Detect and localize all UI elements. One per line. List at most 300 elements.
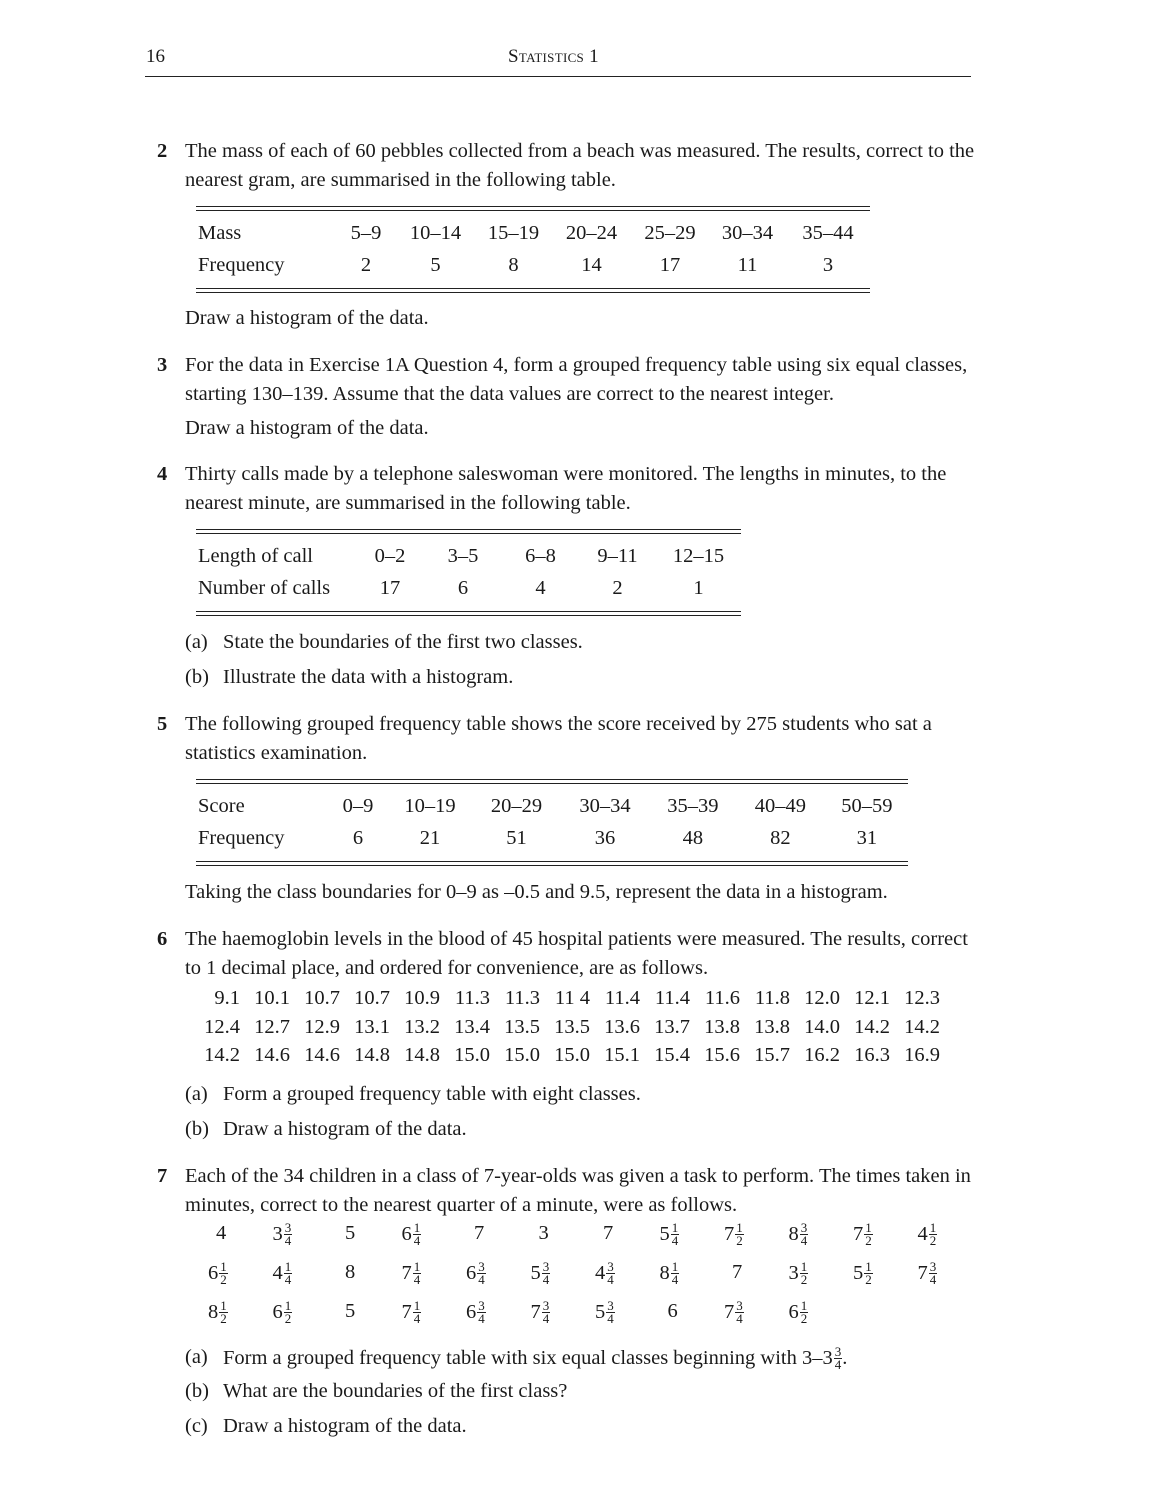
fraction (284, 1261, 293, 1286)
whole-part: 7 (917, 1262, 928, 1284)
whole-part: 5 (530, 1262, 541, 1284)
question-5 (146, 710, 976, 767)
table-cell: 31 (856, 826, 878, 849)
fraction-numerator: 1 (284, 1298, 292, 1313)
table-row (196, 822, 908, 854)
data-value (918, 1261, 938, 1286)
fraction-denominator: 4 (413, 1233, 421, 1248)
data-value (789, 1300, 809, 1325)
table-body (196, 540, 741, 604)
data-row (196, 1222, 956, 1261)
table-cell: 0–9 (342, 794, 374, 817)
table-cell: 82 (770, 826, 791, 849)
table-row (196, 790, 908, 822)
fraction-denominator: 2 (284, 1311, 292, 1326)
data-row (196, 1261, 956, 1300)
data-value: 14.6 (304, 1044, 340, 1066)
part-text: Illustrate the data with a histogram. (223, 666, 514, 688)
whole-part: 7 (474, 1222, 485, 1244)
data-value (531, 1300, 551, 1325)
question-number: 2 (157, 140, 168, 162)
table-cell: 14 (581, 253, 602, 276)
table-top-rule (196, 529, 741, 534)
fraction (671, 1222, 680, 1247)
data-row (196, 1300, 956, 1339)
data-value: 11.3 (454, 987, 490, 1009)
question-2-instruction (146, 304, 976, 333)
whole-part: 3 (272, 1223, 283, 1245)
whole-part: 8 (659, 1262, 670, 1284)
fraction-numerator: 1 (220, 1298, 227, 1313)
data-value: 14.6 (254, 1044, 290, 1066)
data-value: 12.7 (254, 1015, 290, 1038)
row-label: Length of call (198, 544, 313, 567)
data-row (196, 987, 940, 1016)
question-6-part-a (185, 1080, 641, 1108)
data-value: 14.0 (804, 1015, 840, 1038)
fraction-numerator: 1 (800, 1298, 808, 1313)
row-label: Number of calls (198, 576, 331, 599)
fraction-numerator: 1 (413, 1220, 421, 1235)
table-cell: 2 (612, 576, 623, 599)
fraction-denominator: 4 (284, 1233, 292, 1248)
data-value (539, 1222, 549, 1245)
fraction (542, 1300, 551, 1325)
fraction (284, 1300, 293, 1325)
fraction-numerator: 1 (671, 1220, 679, 1235)
whole-part: 4 (595, 1262, 606, 1284)
fraction (606, 1300, 615, 1325)
data-value (724, 1222, 744, 1247)
table-cell: 35–39 (667, 794, 719, 817)
data-value (208, 1300, 228, 1325)
fraction (477, 1261, 486, 1286)
instruction-text: Draw a histogram of the data. (185, 307, 429, 329)
data-value: 15.1 (604, 1044, 640, 1066)
table-cell: 2 (360, 253, 372, 276)
data-value: 15.6 (704, 1044, 740, 1066)
fraction-numerator: 3 (478, 1259, 485, 1274)
fraction-numerator: 3 (607, 1298, 614, 1313)
whole-part: 4 (216, 1222, 227, 1244)
fraction-denominator: 4 (478, 1311, 485, 1326)
data-value: 13.6 (604, 1015, 640, 1038)
data-value: 13.7 (654, 1015, 690, 1038)
data-value: 15.0 (554, 1044, 590, 1066)
part-label: (b) (185, 666, 209, 688)
table-cell: 3–5 (447, 544, 479, 567)
data-value: 12.4 (204, 1015, 240, 1038)
table-cell: 36 (594, 826, 616, 849)
data-value (345, 1261, 355, 1284)
fraction (542, 1261, 551, 1286)
data-value (466, 1261, 486, 1286)
table-cell: 9–11 (597, 544, 638, 567)
whole-part: 8 (345, 1261, 356, 1283)
data-value (668, 1300, 678, 1323)
fraction-numerator: 1 (284, 1259, 292, 1274)
question-4 (146, 460, 976, 517)
fraction-denominator: 4 (478, 1272, 485, 1287)
whole-part: 5 (345, 1222, 356, 1244)
data-value: 13.4 (454, 1015, 490, 1038)
table-row (196, 540, 741, 572)
question-7 (146, 1162, 976, 1219)
table-cell: 21 (419, 826, 441, 849)
question-4-part-b (185, 663, 513, 691)
table-body (196, 790, 908, 854)
fraction-denominator: 4 (671, 1272, 679, 1287)
whole-part: 5 (595, 1301, 606, 1323)
part-text: State the boundaries of the first two classes. (223, 631, 583, 653)
data-value (595, 1261, 615, 1286)
data-value: 9.1 (214, 987, 240, 1009)
fraction (834, 1343, 843, 1372)
table-row (196, 249, 870, 281)
data-value (918, 1222, 938, 1247)
question-number: 3 (157, 354, 168, 376)
whole-part: 6 (272, 1301, 283, 1323)
row-label: Frequency (198, 253, 285, 276)
part-label: (c) (185, 1415, 208, 1437)
table-cell: 12–15 (672, 544, 725, 567)
data-value: 12.0 (804, 987, 840, 1009)
fraction-numerator: 3 (478, 1298, 485, 1313)
data-value: 15.4 (654, 1044, 690, 1066)
data-value (402, 1300, 422, 1325)
fraction-denominator: 4 (413, 1272, 421, 1287)
data-value (660, 1261, 680, 1286)
task-times-data (196, 1222, 956, 1339)
data-value: 11.6 (704, 987, 740, 1009)
data-value: 16.3 (854, 1044, 890, 1066)
fraction-numerator: 1 (865, 1220, 872, 1235)
part-text: Form a grouped frequency table with six equal classes beginning with 3–3 (223, 1347, 833, 1370)
fraction-numerator: 3 (542, 1298, 550, 1313)
fraction-numerator: 1 (736, 1220, 743, 1235)
instruction-text: Draw a histogram of the data. (185, 417, 429, 439)
question-2 (146, 137, 976, 194)
whole-part: 7 (732, 1261, 743, 1283)
fraction (413, 1300, 422, 1325)
data-value: 14.8 (404, 1044, 440, 1066)
fraction (413, 1261, 422, 1286)
data-value: 10.7 (354, 987, 390, 1009)
data-value: 14.2 (204, 1044, 240, 1066)
data-value (789, 1261, 809, 1286)
fraction-numerator: 3 (736, 1298, 743, 1313)
part-label: (a) (185, 1083, 208, 1105)
data-value: 11 4 (554, 987, 590, 1009)
fraction-denominator: 2 (220, 1272, 227, 1287)
data-value: 11.8 (754, 987, 790, 1009)
mass-frequency-table (196, 206, 870, 293)
question-text: Thirty calls made by a telephone saleswoman were monitored. The lengths in minutes, to the nearest minute, are summarised in the following table. (185, 463, 947, 514)
question-text: The following grouped frequency table shows the score received by 275 students who sat a statistics examination. (185, 713, 932, 764)
data-value (603, 1222, 613, 1245)
question-number: 4 (157, 463, 168, 485)
row-label: Score (198, 794, 245, 817)
whole-part: 7 (530, 1301, 541, 1323)
fraction (800, 1261, 809, 1286)
table-cell: 10–14 (409, 221, 462, 244)
fraction-numerator: 1 (220, 1259, 227, 1274)
table-cell: 30–34 (721, 221, 774, 244)
table-bottom-rule (196, 288, 870, 293)
table-row (196, 572, 741, 604)
table-cell: 6 (457, 576, 469, 599)
fraction (929, 1261, 938, 1286)
fraction-numerator: 1 (413, 1259, 421, 1274)
whole-part: 7 (401, 1301, 412, 1323)
fraction (800, 1300, 809, 1325)
fraction (864, 1261, 873, 1286)
fraction-denominator: 4 (607, 1272, 614, 1287)
table-cell: 35–44 (802, 221, 854, 244)
table-cell: 30–34 (579, 794, 631, 817)
table-cell: 3 (822, 253, 834, 276)
whole-part: 6 (667, 1300, 678, 1322)
fraction-denominator: 4 (542, 1311, 550, 1326)
fraction-denominator: 2 (800, 1311, 808, 1326)
fraction-numerator: 3 (607, 1259, 614, 1274)
row-label: Frequency (198, 826, 285, 849)
data-value: 11.4 (604, 987, 640, 1009)
question-3 (146, 351, 976, 443)
fraction (477, 1300, 486, 1325)
fraction-denominator: 4 (736, 1311, 743, 1326)
whole-part: 7 (603, 1222, 614, 1244)
fraction-denominator: 4 (834, 1356, 842, 1372)
question-4-part-a (185, 628, 583, 656)
table-cell: 51 (506, 826, 527, 849)
question-7-part-c (185, 1412, 467, 1440)
data-value (208, 1261, 228, 1286)
table-top-rule (196, 779, 908, 784)
data-value: 15.7 (754, 1044, 790, 1066)
fraction-numerator: 1 (929, 1220, 937, 1235)
fraction-numerator: 1 (865, 1259, 872, 1274)
table-cell: 17 (379, 576, 401, 599)
data-value: 14.8 (354, 1044, 390, 1066)
part-label: (b) (185, 1380, 209, 1402)
question-text: Each of the 34 children in a class of 7-year-olds was given a task to perform. The times taken in minutes, correct to the nearest quarter of a minute, were as follows. (185, 1165, 971, 1216)
whole-part: 5 (659, 1223, 670, 1245)
whole-part: 7 (853, 1223, 864, 1245)
table-cell: 50–59 (841, 794, 893, 817)
table-cell: 25–29 (644, 221, 696, 244)
table-cell: 6–8 (525, 544, 556, 567)
haemoglobin-data (196, 987, 940, 1073)
table-cell: 40–49 (754, 794, 806, 817)
fraction-denominator: 2 (929, 1233, 937, 1248)
data-value (789, 1222, 809, 1247)
fraction (219, 1300, 228, 1325)
fraction-denominator: 4 (413, 1311, 421, 1326)
data-value: 14.2 (854, 1015, 890, 1038)
table-cell: 11 (737, 253, 758, 276)
fraction-denominator: 2 (800, 1272, 808, 1287)
data-row (196, 1016, 940, 1045)
table-row (196, 217, 870, 249)
fraction-numerator: 3 (929, 1259, 937, 1274)
question-7-part-a (185, 1343, 847, 1372)
fraction (284, 1222, 293, 1247)
data-value (595, 1300, 615, 1325)
instruction-text: Taking the class boundaries for 0–9 as –0.5 and 9.5, represent the data in a histogram. (185, 881, 888, 903)
data-value: 11.3 (504, 987, 540, 1009)
table-top-rule (196, 206, 870, 211)
data-value: 12.9 (304, 1015, 340, 1038)
table-cell: 0–2 (374, 544, 406, 567)
data-value: 15.0 (504, 1044, 540, 1066)
whole-part: 4 (272, 1262, 283, 1284)
question-6-part-b (185, 1115, 467, 1143)
fraction (219, 1261, 228, 1286)
table-cell: 10–19 (404, 794, 456, 817)
whole-part: 6 (788, 1301, 799, 1323)
fraction-numerator: 1 (671, 1259, 679, 1274)
fraction-denominator: 4 (671, 1233, 679, 1248)
data-value: 13.8 (754, 1015, 790, 1038)
table-cell: 48 (682, 826, 704, 849)
data-value (402, 1261, 422, 1286)
question-text: The haemoglobin levels in the blood of 45 hospital patients were measured. The results, correct to 1 decimal place, and ordered for convenience, are as follows. (185, 928, 968, 979)
fraction-numerator: 3 (800, 1220, 808, 1235)
question-6 (146, 925, 976, 982)
data-value (853, 1261, 873, 1286)
data-value (273, 1261, 293, 1286)
whole-part: 7 (401, 1262, 412, 1284)
table-cell: 8 (508, 253, 519, 276)
data-value (345, 1300, 355, 1323)
part-label: (b) (185, 1118, 209, 1140)
whole-part: 3 (788, 1262, 799, 1284)
fraction (671, 1261, 680, 1286)
table-cell: 6 (352, 826, 364, 849)
fraction (864, 1222, 873, 1247)
data-value: 13.5 (504, 1015, 540, 1038)
whole-part: 4 (917, 1223, 928, 1245)
fraction (735, 1300, 744, 1325)
running-header: Statistics 1 (508, 46, 599, 67)
fraction (413, 1222, 422, 1247)
row-label: Mass (198, 221, 242, 244)
data-value: 13.8 (704, 1015, 740, 1038)
fraction-denominator: 4 (607, 1311, 614, 1326)
fraction-numerator: 3 (834, 1343, 842, 1359)
data-value (345, 1222, 355, 1245)
table-cell: 17 (659, 253, 681, 276)
header-rule (145, 76, 971, 77)
data-value: 16.9 (904, 1044, 940, 1066)
part-label: (a) (185, 1346, 208, 1368)
question-text: The mass of each of 60 pebbles collected from a beach was measured. The results, correct to the nearest gram, are summarised in the following table. (185, 140, 975, 191)
table-cell: 20–29 (490, 794, 543, 817)
score-frequency-table (196, 779, 908, 866)
data-value: 13.2 (404, 1015, 440, 1038)
whole-part: 5 (853, 1262, 864, 1284)
data-value (474, 1222, 484, 1245)
table-cell: 5–9 (350, 221, 382, 244)
data-value (216, 1222, 226, 1245)
fraction-denominator: 4 (800, 1233, 808, 1248)
whole-part: 3 (538, 1222, 549, 1244)
part-text: Form a grouped frequency table with eight classes. (223, 1083, 641, 1105)
table-cell: 4 (535, 576, 546, 599)
table-cell: 20–24 (565, 221, 618, 244)
whole-part: 7 (724, 1301, 735, 1323)
data-value (466, 1300, 486, 1325)
data-value: 16.2 (804, 1044, 840, 1066)
fraction-denominator: 2 (220, 1311, 227, 1326)
whole-part: 8 (788, 1223, 799, 1245)
table-bottom-rule (196, 611, 741, 616)
data-value: 14.2 (904, 1015, 940, 1038)
table-bottom-rule (196, 861, 908, 866)
table-cell: 5 (430, 253, 441, 276)
data-value: 10.1 (254, 987, 290, 1009)
part-text: Draw a histogram of the data. (223, 1415, 467, 1437)
data-value (531, 1261, 551, 1286)
data-value: 12.3 (904, 987, 940, 1009)
fraction-denominator: 4 (542, 1272, 550, 1287)
fraction-denominator: 2 (865, 1272, 872, 1287)
data-value (273, 1222, 293, 1247)
data-value (732, 1261, 742, 1284)
whole-part: 8 (208, 1301, 219, 1323)
data-value (273, 1300, 293, 1325)
table-body (196, 217, 870, 281)
part-tail: . (842, 1347, 848, 1370)
fraction (606, 1261, 615, 1286)
fraction (800, 1222, 809, 1247)
fraction-numerator: 3 (284, 1220, 292, 1235)
whole-part: 6 (401, 1223, 412, 1245)
part-text: Draw a histogram of the data. (223, 1118, 467, 1140)
data-value: 15.0 (454, 1044, 490, 1066)
data-value (724, 1300, 744, 1325)
fraction-numerator: 1 (413, 1298, 421, 1313)
question-number: 5 (157, 713, 168, 735)
whole-part: 5 (345, 1300, 356, 1322)
data-value (402, 1222, 422, 1247)
data-value (660, 1222, 680, 1247)
page-number: 16 (146, 46, 165, 67)
question-7-part-b (185, 1377, 567, 1405)
data-value: 13.5 (554, 1015, 590, 1038)
table-cell: 15–19 (487, 221, 540, 244)
question-text: For the data in Exercise 1A Question 4, form a grouped frequency table using six equal classes, starting 130–139. Assume that the data values are correct to the nearest integer. (185, 354, 968, 405)
fraction-denominator: 4 (284, 1272, 292, 1287)
fraction-denominator: 2 (736, 1233, 743, 1248)
question-number: 7 (157, 1165, 168, 1187)
whole-part: 7 (724, 1223, 735, 1245)
fraction-denominator: 2 (865, 1233, 872, 1248)
data-value: 10.7 (304, 987, 340, 1009)
data-row (196, 1044, 940, 1073)
data-value: 11.4 (654, 987, 690, 1009)
data-value: 13.1 (354, 1015, 390, 1038)
fraction (929, 1222, 938, 1247)
fraction-numerator: 1 (800, 1259, 808, 1274)
whole-part: 6 (466, 1262, 477, 1284)
fraction-denominator: 4 (929, 1272, 937, 1287)
question-number: 6 (157, 928, 168, 950)
table-cell: 1 (693, 576, 704, 599)
data-value: 12.1 (854, 987, 890, 1009)
question-5-instruction (146, 878, 976, 907)
